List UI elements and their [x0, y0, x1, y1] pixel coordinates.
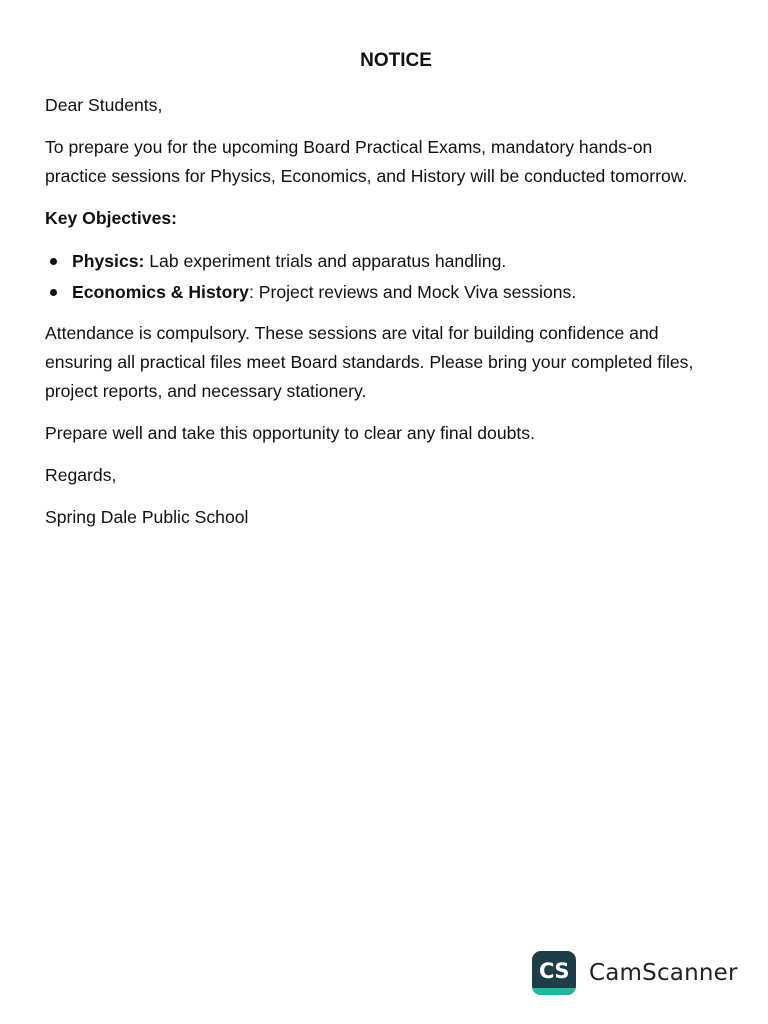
notice-title: NOTICE — [360, 50, 432, 71]
attendance-line-2: ensuring all practical files meet Board standards. Please bring your completed files, — [45, 352, 694, 372]
bullet-icon — [50, 258, 57, 265]
signature: Spring Dale Public School — [45, 507, 249, 527]
list-item — [45, 277, 735, 308]
camscanner-logo-icon — [532, 951, 576, 995]
camscanner-watermark — [532, 950, 738, 996]
intro-line-1: To prepare you for the upcoming Board Practical Exams, mandatory hands-on — [45, 137, 653, 157]
objective-title: Physics: — [72, 251, 145, 271]
objective-text: : Project reviews and Mock Viva sessions. — [248, 282, 577, 302]
objectives-heading: Key Objectives: — [45, 208, 178, 228]
intro-line-2: practice sessions for Physics, Economics, and History will be conducted tomorrow. — [45, 166, 688, 186]
attendance-paragraph — [45, 319, 735, 406]
camscanner-name: CamScanner — [589, 960, 738, 986]
salutation: Dear Students, — [45, 95, 163, 115]
objectives-list — [45, 246, 735, 308]
list-item — [45, 246, 735, 277]
attendance-line-1: Attendance is compulsory. These sessions are vital for building confidence and — [45, 323, 659, 343]
attendance-line-3: project reports, and necessary stationery. — [45, 381, 367, 401]
logo-text: CS — [539, 959, 569, 983]
objective-title: Economics & History — [72, 282, 249, 302]
intro-paragraph — [45, 133, 735, 191]
closing-line: Prepare well and take this opportunity to clear any final doubts. — [45, 423, 535, 443]
regards: Regards, — [45, 465, 117, 485]
bullet-icon — [50, 289, 57, 296]
objective-text: Lab experiment trials and apparatus handling. — [144, 251, 507, 271]
